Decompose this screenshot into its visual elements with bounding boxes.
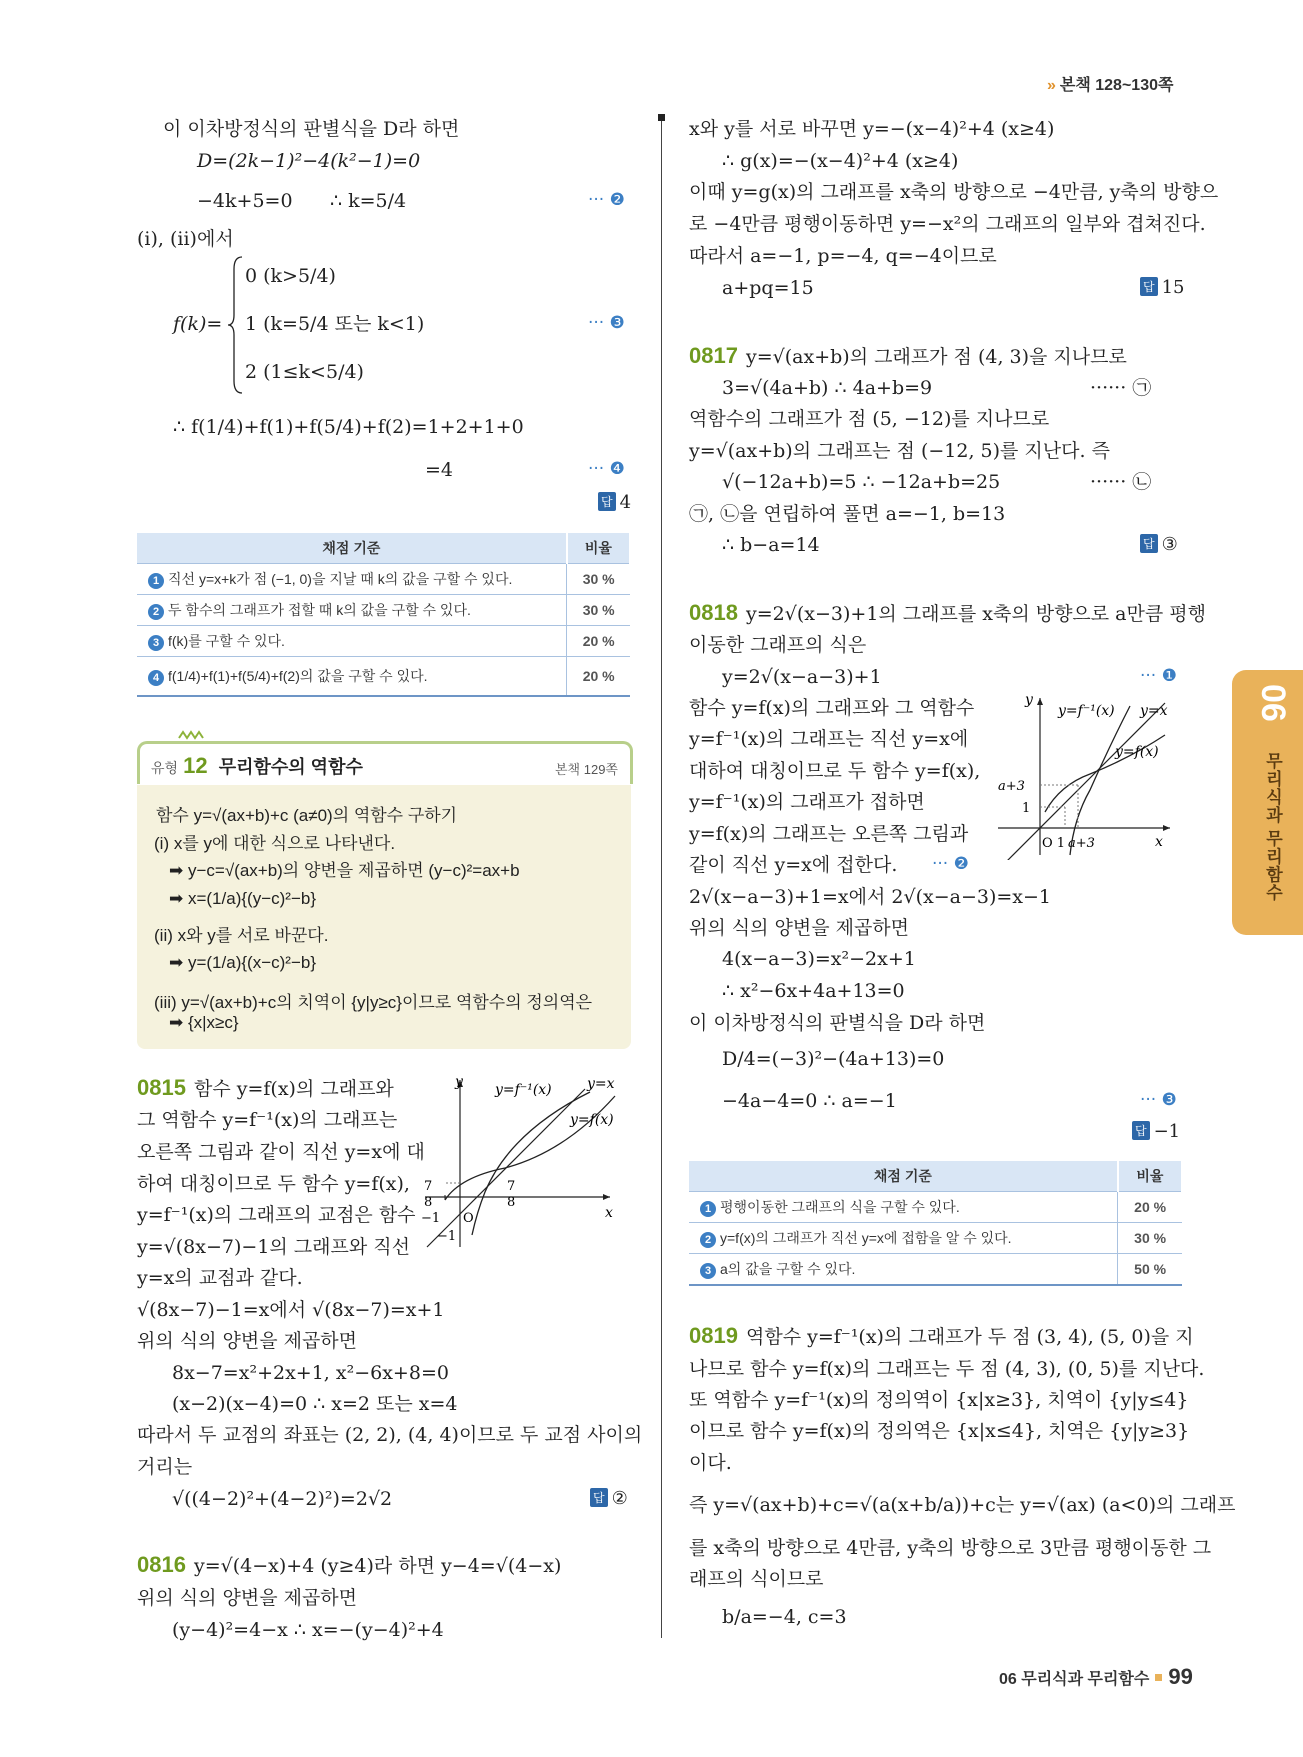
solution-line: x와 y를 서로 바꾸면 y=−(x−4)²+4 (x≥4)	[689, 118, 1055, 140]
chapter-tab-number: 06	[1254, 684, 1292, 722]
type-box-line: ➡ x=(1/a){(y−c)²−b}	[169, 889, 316, 908]
step-marker: ··· ❷	[588, 190, 625, 210]
solution-line: 오른쪽 그림과 같이 직선 y=x에 대	[137, 1141, 425, 1163]
type-box-line: ➡ y−c=√(ax+b)의 양변을 제곱하면 (y−c)²=ax+b	[169, 861, 520, 880]
type-box-line: (iii) y=√(ax+b)+c의 치역이 {y|y≥c}이므로 역함수의 정의역은	[154, 993, 593, 1012]
grading-criteria-table	[137, 533, 631, 697]
chapter-tab-title: 무리식과 무리함수	[1263, 752, 1282, 902]
solution-line: −4k+5=0	[197, 190, 293, 212]
type-box-line: (i) x를 y에 대한 식으로 나타낸다.	[154, 834, 396, 853]
step-marker: ··· ❹	[588, 459, 625, 479]
type-box-title-row: 유형 12 무리함수의 역함수	[151, 753, 363, 778]
solution-line: 같이 직선 y=x에 접한다.	[689, 854, 898, 876]
solution-line: a+pq=15	[722, 277, 814, 299]
graph-label: y	[455, 1074, 463, 1090]
solution-line: 4(x−a−3)=x²−2x+1	[722, 948, 916, 970]
graph-label: 7	[507, 1179, 516, 1194]
column-divider	[661, 118, 662, 1638]
rate-header: 비율	[567, 533, 630, 564]
graph-label: x	[1155, 834, 1163, 850]
graph-label: x	[605, 1205, 613, 1221]
graph-label: 8	[424, 1195, 433, 1210]
solution-line: √((4−2)²+(4−2)²)=2√2	[172, 1488, 393, 1510]
criteria-row: 3 a의 값을 구할 수 있다. 50 %	[689, 1254, 1182, 1286]
solution-line: 따라서 두 교점의 좌표는 (2, 2), (4, 4)이므로 두 교점 사이의	[137, 1424, 643, 1446]
solution-line: 래프의 식이므로	[689, 1568, 824, 1590]
criteria-row: 2 두 함수의 그래프가 접할 때 k의 값을 구할 수 있다. 30 %	[137, 595, 630, 626]
solution-line: 로 −4만큼 평행이동하면 y=−x²의 그래프의 일부와 겹쳐진다.	[689, 213, 1206, 235]
solution-line: y=x의 교점과 같다.	[137, 1267, 303, 1289]
type-box-line: ➡ y=(1/a){(x−c)²−b}	[169, 953, 316, 972]
solution-line: ∴ x²−6x+4a+13=0	[722, 980, 905, 1002]
criteria-row: 4 f(1/4)+f(1)+f(5/4)+f(2)의 값을 구할 수 있다. 20 %	[137, 657, 630, 697]
column-divider-marker	[658, 114, 665, 121]
solution-line: (x−2)(x−4)=0 ∴ x=2 또는 x=4	[172, 1393, 458, 1415]
criteria-row: 3 f(k)를 구할 수 있다. 20 %	[137, 626, 630, 657]
piecewise-case: 0 (k>5/4)	[245, 265, 336, 287]
piecewise-lhs: f(k)=	[173, 313, 223, 335]
graph-label: a+3	[998, 779, 1025, 794]
graph-label: O 1	[1042, 836, 1066, 851]
step-marker: ··· ❶	[1140, 666, 1177, 686]
solution-line: y=f(x)의 그래프는 오른쪽 그림과	[689, 823, 969, 845]
problem-number: 0819	[689, 1323, 738, 1348]
graph-label: y=x	[1140, 703, 1168, 719]
solution-line: y=2√(x−a−3)+1	[722, 666, 882, 688]
solution-line: 를 x축의 방향으로 4만큼, y축의 방향으로 3만큼 평행이동한 그	[689, 1537, 1212, 1559]
solution-line: 역함수 y=f⁻¹(x)의 그래프가 두 점 (3, 4), (5, 0)을 지	[746, 1326, 1194, 1348]
solution-line: 그 역함수 y=f⁻¹(x)의 그래프는	[137, 1109, 398, 1131]
page-number: 99	[1168, 1664, 1193, 1689]
criteria-row: 1 평행이동한 그래프의 식을 구할 수 있다. 20 %	[689, 1192, 1182, 1223]
solution-line: D=(2k−1)²−4(k²−1)=0	[197, 150, 421, 172]
graph-label: a+3	[1068, 836, 1095, 851]
piecewise-case: 1 (k=5/4 또는 k<1)	[245, 313, 425, 335]
type-box-ref: 본책 129쪽	[555, 762, 618, 777]
solution-line: −4a−4=0 ∴ a=−1	[722, 1090, 897, 1112]
step-marker: ··· ❷	[932, 854, 969, 874]
solution-line: ∴ b−a=14	[722, 534, 820, 556]
answer: 답 4	[598, 492, 631, 513]
graph-label: y=f(x)	[570, 1112, 614, 1128]
solution-line: ∴ f(1/4)+f(1)+f(5/4)+f(2)=1+2+1+0	[173, 416, 524, 438]
problem-number: 0816	[137, 1552, 186, 1577]
solution-line: 2√(x−a−3)+1=x에서 2√(x−a−3)=x−1	[689, 886, 1052, 908]
answer: 답 ③	[1140, 534, 1178, 555]
solution-line: 이 이차방정식의 판별식을 D라 하면	[689, 1012, 986, 1034]
solution-line: 대하여 대칭이므로 두 함수 y=f(x),	[689, 760, 981, 782]
graph-label: y=f⁻¹(x)	[495, 1082, 552, 1098]
rate-header: 비율	[1118, 1161, 1182, 1192]
piecewise-case: 2 (1≤k<5/4)	[245, 361, 364, 383]
answer: 답 15	[1140, 277, 1185, 298]
solution-line: 나므로 함수 y=f(x)의 그래프는 두 점 (4, 3), (0, 5)를 지난다.	[689, 1358, 1205, 1380]
solution-line: D/4=(−3)²−(4a+13)=0	[722, 1048, 945, 1070]
solution-line: 이동한 그래프의 식은	[689, 634, 867, 656]
type-box	[137, 741, 631, 1049]
solution-line: y=√(8x−7)−1의 그래프와 직선	[137, 1236, 410, 1258]
graph-label: y=f(x)	[1115, 744, 1159, 760]
graph-0815	[415, 1072, 635, 1252]
solution-line: 위의 식의 양변을 제곱하면	[137, 1330, 358, 1352]
solution-line: y=f⁻¹(x)의 그래프가 접하면	[689, 791, 925, 813]
type-box-line: ➡ {x|x≥c}	[169, 1013, 239, 1032]
solution-line: y=√(ax+b)의 그래프가 점 (4, 3)을 지나므로	[746, 346, 1127, 368]
equation-tag: ······ ㉡	[1090, 471, 1152, 493]
problem-number: 0817	[689, 343, 738, 368]
grading-criteria-table	[689, 1161, 1183, 1286]
solution-line: (i), (ii)에서	[137, 228, 234, 250]
type-box-line: 함수 y=√(ax+b)+c (a≠0)의 역함수 구하기	[156, 806, 458, 825]
solution-line: ∴ k=5/4	[330, 190, 407, 212]
graph-label: −1	[437, 1229, 457, 1244]
solution-line: 이므로 함수 y=f(x)의 정의역은 {x|x≤4}, 치역은 {y|y≥3}	[689, 1420, 1190, 1442]
graph-label: 1	[1022, 801, 1031, 816]
solution-line: 이다.	[689, 1452, 732, 1474]
book-reference: » 본책 128~130쪽	[1047, 77, 1174, 94]
solution-line: 즉 y=√(ax+b)+c=√(a(x+b/a))+c는 y=√(ax) (a<0)의 그래프	[689, 1494, 1236, 1516]
solution-line: √(8x−7)−1=x에서 √(8x−7)=x+1	[137, 1299, 445, 1321]
solution-line: 따라서 a=−1, p=−4, q=−4이므로	[689, 245, 997, 267]
solution-line: 이때 y=g(x)의 그래프를 x축의 방향으로 −4만큼, y축의 방향으	[689, 181, 1219, 203]
step-marker: ··· ❸	[588, 313, 625, 333]
solution-line: b/a=−4, c=3	[722, 1606, 847, 1628]
criteria-row: 1 직선 y=x+k가 점 (−1, 0)을 지날 때 k의 값을 구할 수 있다. 30 %	[137, 564, 630, 595]
type-box-line: (ii) x와 y를 서로 바꾼다.	[154, 926, 329, 945]
solution-line: y=f⁻¹(x)의 그래프의 교점은 함수	[137, 1204, 416, 1226]
graph-label: 7	[424, 1179, 433, 1194]
solution-line: 8x−7=x²+2x+1, x²−6x+8=0	[172, 1362, 449, 1384]
graph-label: 8	[507, 1195, 516, 1210]
criteria-header: 채점 기준	[689, 1161, 1118, 1192]
solution-line: ㉠, ㉡을 연립하여 풀면 a=−1, b=13	[689, 503, 1006, 525]
solution-line: 3=√(4a+b) ∴ 4a+b=9	[722, 377, 933, 399]
answer: 답 ②	[590, 1488, 628, 1509]
solution-line: ∴ g(x)=−(x−4)²+4 (x≥4)	[722, 150, 959, 172]
step-marker: ··· ❸	[1140, 1090, 1177, 1110]
graph-label: y	[1025, 692, 1033, 708]
solution-line: 함수 y=f(x)의 그래프와 그 역함수	[689, 697, 975, 719]
solution-line: y=2√(x−3)+1의 그래프를 x축의 방향으로 a만큼 평행	[746, 603, 1206, 625]
graph-label: −1	[421, 1211, 441, 1226]
graph-0818	[990, 690, 1190, 860]
piecewise-brace	[226, 255, 246, 395]
type-box-body	[137, 785, 631, 1049]
solution-line: 위의 식의 양변을 제곱하면	[137, 1587, 358, 1609]
equation-tag: ······ ㉠	[1090, 377, 1152, 399]
solution-line: (y−4)²=4−x ∴ x=−(y−4)²+4	[172, 1619, 444, 1641]
solution-line: y=√(4−x)+4 (y≥4)라 하면 y−4=√(4−x)	[194, 1555, 562, 1577]
criteria-header: 채점 기준	[137, 533, 567, 564]
solution-line: 위의 식의 양변을 제곱하면	[689, 917, 910, 939]
criteria-row: 2 y=f(x)의 그래프가 직선 y=x에 접함을 알 수 있다. 30 %	[689, 1223, 1182, 1254]
solution-line: 역함수의 그래프가 점 (5, −12)를 지나므로	[689, 408, 1050, 430]
chapter-side-tab[interactable]	[1232, 670, 1303, 935]
solution-line: 이 이차방정식의 판별식을 D라 하면	[163, 118, 460, 140]
answer: 답 −1	[1132, 1121, 1180, 1142]
graph-label: y=f⁻¹(x)	[1058, 703, 1115, 719]
solution-line: √(−12a+b)=5 ∴ −12a+b=25	[722, 471, 1001, 493]
problem-number: 0815	[137, 1075, 186, 1100]
solution-line: =4	[425, 459, 454, 481]
problem-number: 0818	[689, 600, 738, 625]
solution-line: y=f⁻¹(x)의 그래프는 직선 y=x에	[689, 728, 969, 750]
solution-line: 또 역함수 y=f⁻¹(x)의 정의역이 {x|x≥3}, 치역이 {y|y≤4}	[689, 1389, 1189, 1411]
page-footer: 06 무리식과 무리함수 99	[999, 1664, 1193, 1689]
solution-line: 함수 y=f(x)의 그래프와	[194, 1078, 394, 1100]
zigzag-decoration	[177, 729, 207, 741]
graph-label: y=x	[587, 1076, 615, 1092]
solution-line: 거리는	[137, 1456, 193, 1478]
solution-line: 하여 대칭이므로 두 함수 y=f(x),	[137, 1173, 410, 1195]
graph-label: O	[463, 1211, 474, 1226]
solution-line: y=√(ax+b)의 그래프는 점 (−12, 5)를 지난다. 즉	[689, 440, 1110, 462]
